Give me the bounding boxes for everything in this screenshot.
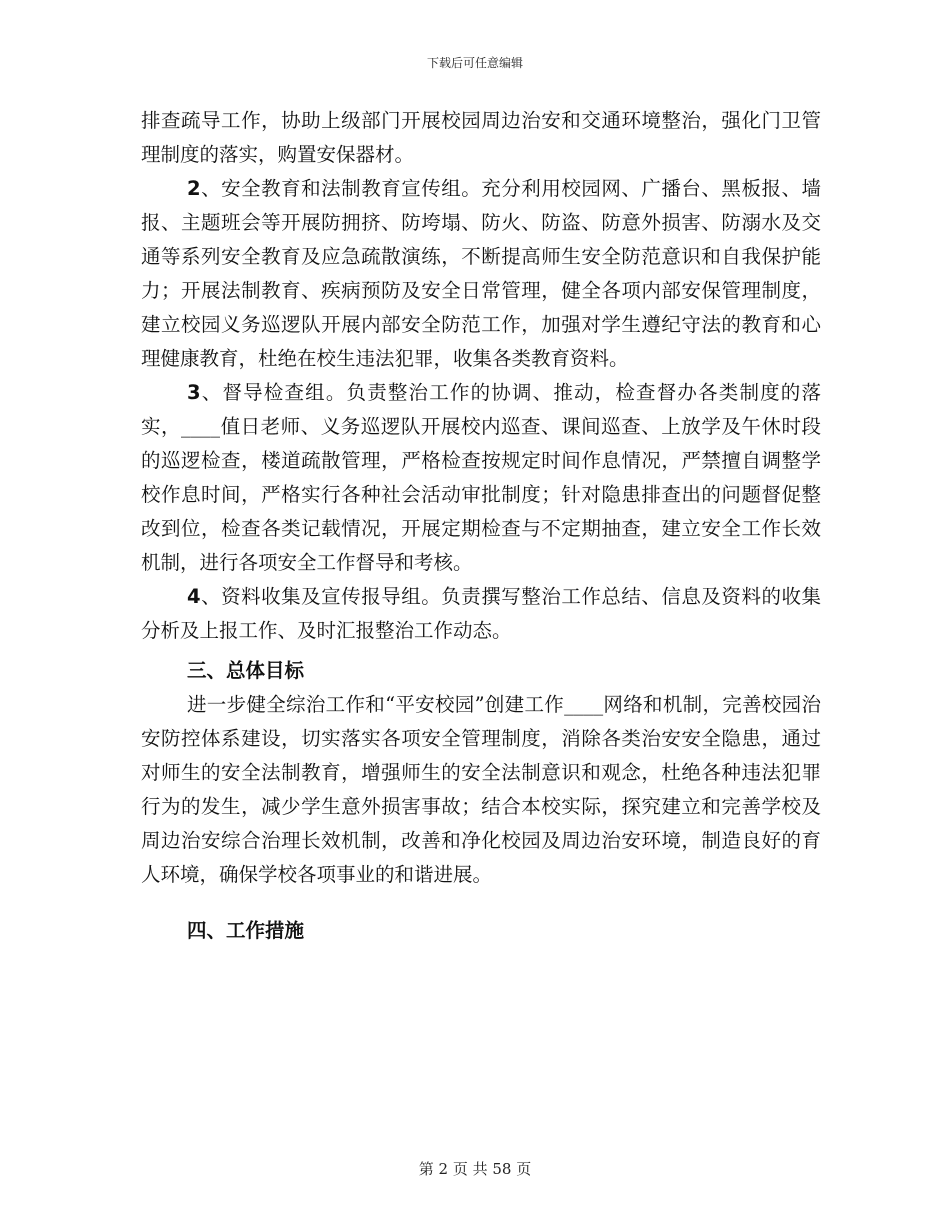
item-number: 2 [187, 177, 201, 200]
paragraph-text: 、督导检查组。负责整治工作的协调、推动，检查督办各类制度的落实，____值日老师、义务巡逻队开展校内巡查、课间巡查、上放学及午休时段的巡逻检查，楼道疏散管理，严格检查按规定时间作息情况，严禁擅自调整学校作息时间，严格实行各种社会活动审批制度；针对隐患排查出的问题督促整改到位，检查各类记载情况，开展定期检查与不定期抽查，建立安全工作长效机制，进行各项安全工作督导和考核。 [141, 381, 821, 574]
page-footer: 第 2 页 共 58 页 [418, 1160, 532, 1178]
paragraph-item-2 [141, 172, 821, 376]
paragraph-text: 、安全教育和法制教育宣传组。充分利用校园网、广播台、黑板报、墙报、主题班会等开展防拥挤、防垮塌、防火、防盗、防意外损害、防溺水及交通等系列安全教育及应急疏散演练，不断提高师生安全防范意识和自我保护能力；开展法制教育、疾病预防及安全日常管理，健全各项内部安保管理制度，建立校园义务巡逻队开展内部安全防范工作，加强对学生遵纪守法的教育和心理健康教育，杜绝在校生违法犯罪，收集各类教育资料。 [141, 177, 821, 370]
item-number: 3 [187, 381, 201, 404]
paragraph-item-3 [141, 376, 821, 580]
item-number: 4 [187, 585, 201, 608]
document-body [141, 104, 821, 948]
page-header: 下载后可任意编辑 [426, 56, 523, 70]
paragraph-continued: 排查疏导工作，协助上级部门开展校园周边治安和交通环境整治，强化门卫管理制度的落实，购置安保器材。 [141, 109, 821, 166]
paragraph-goals: 进一步健全综治工作和“平安校园”创建工作____网络和机制，完善校园治安防控体系建设，切实落实各项安全管理制度，消除各类治安安全隐患，通过对师生的安全法制教育，增强师生的安全法制意识和观念，杜绝各种违法犯罪行为的发生，减少学生意外损害事故；结合本校实际，探究建立和完善学校及周边治安综合治理长效机制，改善和净化校园及周边治安环境，制造良好的育人环境，确保学校各项事业的和谐进展。 [141, 693, 821, 886]
section-heading-4: 四、工作措施 [187, 919, 305, 942]
paragraph-item-4 [141, 580, 821, 648]
section-heading-3: 三、总体目标 [187, 659, 305, 682]
paragraph-text: 、资料收集及宣传报导组。负责撰写整治工作总结、信息及资料的收集分析及上报工作、及时汇报整治工作动态。 [141, 585, 821, 642]
